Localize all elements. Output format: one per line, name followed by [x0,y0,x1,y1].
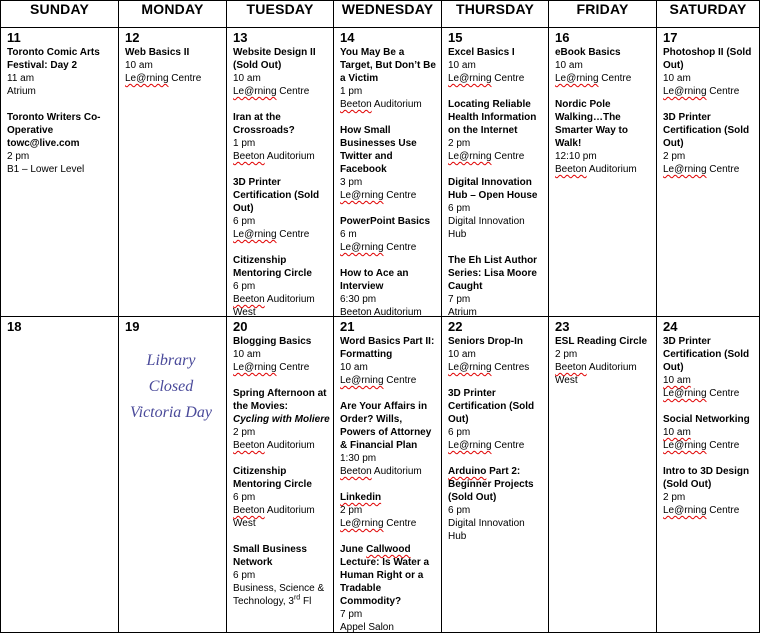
event-title: Spring Afternoon at the Movies: [233,388,327,412]
day-cell [657,317,760,633]
event-location: Le@rning Centre [340,375,417,386]
event-location: Beeton Auditorium [233,151,315,162]
day-cell [334,28,442,317]
event-time: 10 am [555,60,583,71]
event-location: Le@rning Centre [340,190,417,201]
event-time: 1:30 pm [340,453,377,464]
event-time: 6 pm [233,492,256,503]
event-location: Beeton Auditorium West [555,362,637,386]
closed-note-line: Closed [148,378,194,395]
event-time: 2 pm [663,151,686,162]
day-number: 15 [448,30,463,45]
event-location: Atrium [7,86,36,97]
event-title: Social Networking [663,414,750,425]
event-location: Le@rning Centre [233,362,310,373]
event-location: Business, Science & Technology, 3rd Fl [233,583,325,607]
event-time: 10 am [233,349,261,360]
event-title: Citizenship Mentoring Circle [233,466,312,490]
event-time: 10 am [340,362,368,373]
event-title: PowerPoint Basics [340,216,431,227]
event-title: ESL Reading Circle [555,336,648,347]
event-location: Le@rning Centre [448,151,525,162]
event-time: 10 am [448,60,476,71]
day-number: 23 [555,319,570,334]
day-cell [1,28,119,317]
event-location: Le@rning Centre [233,86,310,97]
event-item [555,98,653,176]
event-time: 10 am [663,375,691,386]
day-header-friday: FRIDAY [549,1,657,28]
day-number: 18 [7,319,22,334]
event-time: 6 pm [233,216,256,227]
day-number: 12 [125,30,140,45]
event-time: 6 pm [233,281,256,292]
event-item [448,335,545,374]
event-title: 3D Printer Certification (Sold Out) [233,177,320,214]
event-title: 3D Printer Certification (Sold Out) [663,112,750,149]
week-row [1,317,760,633]
day-cell [227,28,334,317]
day-number: 19 [125,319,140,334]
event-time: 10 am [663,427,691,438]
event-title: June Callwood Lecture: Is Water a Human Right or a Tradable Commodity? [340,544,430,607]
day-header-row [1,1,760,28]
event-time: 6 pm [448,427,471,438]
event-title: How to Ace an Interview [340,268,409,292]
event-item [233,335,330,374]
day-header-saturday: SATURDAY [657,1,760,28]
event-time: 1 pm [340,86,363,97]
event-location: Beeton Auditorium [340,99,422,110]
event-title: Seniors Drop-In [448,336,524,347]
day-header-thursday: THURSDAY [442,1,549,28]
event-time: 3 pm [340,177,363,188]
event-location: Appel Salon [340,622,394,632]
event-item [663,413,756,452]
event-time: 6 pm [233,570,256,581]
day-header-wednesday: WEDNESDAY [334,1,442,28]
event-location: Le@rning Centre [663,164,740,175]
closed-note-line: Library [146,352,196,369]
event-time: 10 am [233,73,261,84]
day-number: 20 [233,319,248,334]
event-title: You May Be a Target, But Don’t Be a Victim [340,47,436,84]
event-location: Le@rning Centre [340,242,417,253]
event-time: 2 pm [663,492,686,503]
event-location: Beeton Auditorium West [233,294,315,316]
event-item [340,491,438,530]
event-title: Blogging Basics [233,336,312,347]
event-location: Le@rning Centre [663,388,740,399]
event-title: Website Design II (Sold Out) [233,47,316,71]
event-title: Excel Basics I [448,47,515,58]
event-time: 6 m [340,229,357,240]
event-title: Intro to 3D Design (Sold Out) [663,466,750,490]
event-location: Beeton Auditorium [340,307,422,316]
event-location: Digital Innovation Hub [448,216,525,240]
event-item [233,465,330,530]
event-time: 11 am [7,73,35,84]
event-item [233,176,330,241]
closed-note-line: Victoria Day [130,404,212,421]
event-item [340,400,438,478]
event-time: 2 pm [340,505,363,516]
event-time: 10 am [125,60,153,71]
event-title: Nordic Pole Walking…The Smarter Way to Walk! [555,99,628,149]
event-item [448,46,545,85]
event-title: Locating Reliable Health Information on the Internet [448,99,537,136]
day-number: 13 [233,30,248,45]
event-time: 6 pm [448,203,471,214]
day-cell [549,317,657,633]
event-item [555,46,653,85]
event-item [340,543,438,632]
day-cell [549,28,657,317]
event-title: Small Business Network [233,544,307,568]
event-item [448,465,545,543]
event-item [340,215,438,254]
event-location: Le@rning Centre [663,505,740,516]
event-location: Digital Innovation Hub [448,518,525,542]
event-location: Le@rning Centre [233,229,310,240]
event-item [663,111,756,176]
event-item [663,46,756,98]
event-item [448,254,545,316]
event-item [233,46,330,98]
event-title: eBook Basics [555,47,621,58]
event-title: Citizenship Mentoring Circle [233,255,312,279]
day-cell [119,317,227,633]
day-cell [334,317,442,633]
event-title: 3D Printer Certification (Sold Out) [663,336,750,373]
event-location: B1 – Lower Level [7,164,85,175]
event-item [340,124,438,202]
day-cell [119,28,227,317]
day-number: 21 [340,319,355,334]
event-location: Beeton Auditorium West [233,505,315,529]
day-number: 11 [7,30,21,45]
event-location: Beeton Auditorium [555,164,637,175]
event-title: Arduino Part 2: Beginner Projects (Sold Out) [448,466,534,503]
event-title: Photoshop II (Sold Out) [663,47,752,71]
day-cell [227,317,334,633]
event-item [448,176,545,241]
event-title: Iran at the Crossroads? [233,112,295,136]
event-location: Le@rning Centre [448,73,525,84]
event-item [663,335,756,400]
event-location: Le@rning Centre [663,440,740,451]
event-title: Word Basics Part II: Formatting [340,336,435,360]
event-time: 2 pm [233,427,256,438]
event-time: 7 pm [340,609,363,620]
event-time: 6 pm [448,505,471,516]
day-header-monday: MONDAY [119,1,227,28]
event-location: Atrium [448,307,477,316]
event-title: Linkedin [340,492,382,503]
event-item [555,335,653,387]
event-item [448,387,545,452]
day-number: 24 [663,319,678,334]
day-cell [442,317,549,633]
event-time: 2 pm [555,349,578,360]
event-subtitle: Cycling with Moliere [233,414,330,425]
event-location: Le@rning Centre [663,86,740,97]
event-item [233,387,330,452]
event-item [340,335,438,387]
event-item [233,543,330,608]
day-cell [442,28,549,317]
day-number: 22 [448,319,463,334]
event-time: 10 am [448,349,476,360]
event-location: Le@rning Centre [555,73,632,84]
event-item [7,111,115,176]
event-time: 12:10 pm [555,151,597,162]
event-title: Toronto Comic Arts Festival: Day 2 [7,47,100,71]
event-location: Le@rning Centre [125,73,202,84]
event-item [7,46,115,98]
event-title: Toronto Writers Co-Operative towc@live.com [7,112,101,149]
day-cell [657,28,760,317]
day-header-sunday: SUNDAY [1,1,119,28]
event-title: Are Your Affairs in Order? Wills, Powers of Attorney & Financial Plan [340,401,432,451]
day-number: 14 [340,30,355,45]
event-item [663,465,756,517]
event-item [340,46,438,111]
day-number: 17 [663,30,678,45]
event-item [448,98,545,163]
event-item [125,46,223,85]
event-time: 2 pm [7,151,30,162]
event-time: 7 pm [448,294,471,305]
event-item [233,254,330,316]
event-time: 1 pm [233,138,256,149]
event-location: Le@rning Centre [340,518,417,529]
event-location: Beeton Auditorium [233,440,315,451]
event-location: Le@rning Centres [448,362,530,373]
event-item [340,267,438,316]
day-cell [1,317,119,633]
event-title: How Small Businesses Use Twitter and Facebook [340,125,417,175]
day-header-tuesday: TUESDAY [227,1,334,28]
day-number: 16 [555,30,570,45]
event-time: 6:30 pm [340,294,377,305]
event-location: Le@rning Centre [448,440,525,451]
event-title: Digital Innovation Hub – Open House [448,177,538,201]
week-row [1,28,760,317]
library-closed-note [125,348,217,426]
event-item [233,111,330,163]
event-title: 3D Printer Certification (Sold Out) [448,388,535,425]
event-location: Beeton Auditorium [340,466,422,477]
event-time: 2 pm [448,138,471,149]
event-title: Web Basics II [125,47,190,58]
event-time: 10 am [663,73,691,84]
event-title: The Eh List Author Series: Lisa Moore Caught [448,255,538,292]
